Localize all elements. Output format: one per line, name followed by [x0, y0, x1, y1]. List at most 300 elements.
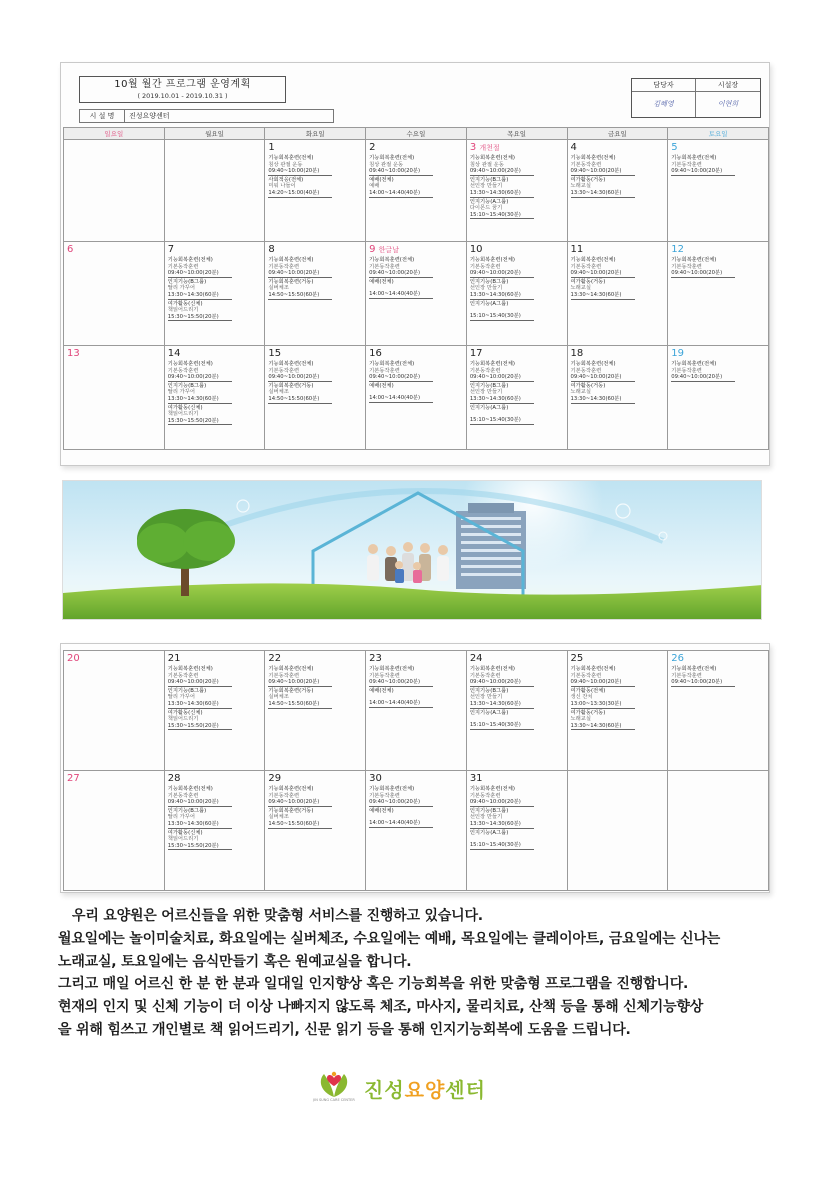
program-detail: 기본동작훈련: [570, 672, 602, 679]
weekday-fri: 금요일: [567, 128, 668, 140]
program-detail: 다이몬드 꿈기: [469, 205, 503, 212]
calendar-day-cell: [164, 140, 265, 242]
program-entry: [671, 361, 768, 382]
program-title: 예배(전체): [369, 278, 394, 285]
day-number: [671, 142, 768, 154]
day-number-value: 31: [469, 773, 483, 784]
program-time: 09:40~10:00(20분): [571, 679, 635, 687]
program-time: 14:50~15:50(60분): [268, 821, 332, 829]
program-entry: [571, 155, 668, 176]
program-time: 15:30~15:50(20분): [168, 723, 232, 731]
program-entry: [369, 279, 466, 299]
day-number: [571, 142, 668, 154]
notice-line-6: 을 위해 힘쓰고 개인별로 책 읽어드리기, 신문 읽기 등을 통해 인지기능회복에 도움을 드립니다.: [58, 1021, 631, 1038]
program-entry: [369, 361, 466, 382]
program-title: 여가활동(신체): [167, 404, 203, 411]
calendar-day-cell: [567, 651, 668, 771]
program-entry: [470, 808, 567, 829]
program-detail: 기본동작훈련: [268, 672, 300, 679]
program-entry: [470, 199, 567, 220]
program-time: 09:40~10:00(20분): [671, 270, 735, 278]
program-detail: 기본동작훈련: [369, 792, 400, 799]
program-title: 기능회복훈련(전체): [570, 666, 616, 672]
day-number: [470, 142, 567, 154]
program-entry: [470, 710, 567, 730]
day-number: [268, 653, 365, 665]
program-entry: [268, 786, 365, 807]
day-number: [470, 773, 567, 785]
calendar-day-cell: [64, 242, 165, 346]
logo-name: [364, 1074, 486, 1103]
program-detail: 침상 관절 운동: [369, 161, 404, 168]
director-signature: 이현희: [717, 100, 739, 108]
program-title: 기능회복훈련(전체): [369, 786, 415, 792]
day-number-value: 8: [268, 244, 275, 255]
program-entry: [168, 279, 265, 300]
day-number-value: 27: [67, 773, 80, 784]
program-time: 13:30~14:30(60분): [571, 292, 635, 300]
day-number-value: 18: [570, 348, 584, 359]
program-time: 09:40~10:00(20분): [268, 270, 332, 278]
program-detail: 기본동작훈련: [369, 672, 400, 679]
program-title: 인지기능(A그룹): [469, 709, 509, 716]
program-detail: 노래교실: [570, 716, 591, 723]
program-time: 09:40~10:00(20분): [671, 374, 735, 382]
calendar-day-cell: [64, 140, 165, 242]
weekday-sat: 토요일: [668, 128, 769, 140]
program-detail: 기본동작훈련: [167, 367, 199, 374]
day-number-value: 4: [570, 142, 577, 153]
calendar-day-cell: [164, 242, 265, 346]
day-number: [571, 244, 668, 256]
program-time: 13:30~14:30(60분): [470, 190, 534, 198]
program-entry: [369, 808, 466, 828]
day-number-value: 21: [167, 653, 181, 664]
program-time: 14:00~14:40(40분): [369, 820, 433, 828]
program-title: 여가활동(거동): [570, 709, 606, 716]
program-entry: [369, 786, 466, 807]
calendar-day-cell: [164, 346, 265, 450]
program-detail: 기본동작훈련: [570, 161, 602, 168]
day-number-value: 10: [469, 244, 483, 255]
day-number: [67, 244, 164, 256]
logo-subtitle: JIN SUNG CARE CENTER: [313, 1098, 355, 1102]
program-title: 인지기능(B그룹): [167, 807, 207, 814]
program-title: 기능회복훈련(거동): [268, 807, 314, 814]
program-detail: 기본동작훈련: [268, 263, 300, 270]
calendar-day-cell: [668, 140, 769, 242]
program-detail: 실버체조: [268, 814, 289, 821]
plan-title: 10월 월간 프로그램 운영계획: [114, 79, 251, 90]
calendar-sheet-bottom: [60, 643, 770, 893]
calendar-week-row: [64, 771, 769, 891]
program-detail: 기본동작훈련: [469, 367, 501, 374]
program-title: 기능회복훈련(전체): [469, 257, 515, 263]
calendar-day-cell: [64, 771, 165, 891]
program-title: 기능회복훈련(전체): [469, 155, 515, 161]
program-title: 기능회복훈련(전체): [469, 666, 515, 672]
program-title: 인지기능(A그룹): [469, 300, 509, 307]
program-time: 09:40~10:00(20분): [571, 168, 635, 176]
day-number-value: 19: [671, 348, 684, 359]
program-entry: [168, 710, 265, 731]
program-time: 14:00~14:40(40분): [369, 395, 433, 403]
day-number: [67, 348, 164, 360]
day-number: [671, 348, 768, 360]
day-number: [369, 244, 466, 256]
day-number-value: 20: [67, 653, 80, 664]
program-title: 기능회복훈련(전체): [671, 666, 717, 672]
calendar-day-cell: [366, 140, 467, 242]
program-time: 15:30~15:50(20분): [168, 314, 232, 322]
program-entry: [470, 177, 567, 198]
program-title: 기능회복훈련(전체): [167, 257, 213, 263]
program-entry: [571, 257, 668, 278]
program-detail: 딸리 가꾸어: [167, 814, 195, 821]
program-time: 09:40~10:00(20분): [470, 679, 534, 687]
program-detail: 노래교실: [570, 285, 591, 292]
calendar-day-cell: [265, 346, 366, 450]
calendar-day-cell: [668, 242, 769, 346]
day-number-value: 25: [570, 653, 584, 664]
program-time: 09:40~10:00(20분): [369, 679, 433, 687]
program-entry: [671, 155, 768, 176]
program-time: 09:40~10:00(20분): [369, 168, 433, 176]
logo-mark-icon: [312, 1070, 356, 1100]
program-time: 09:40~10:00(20분): [571, 374, 635, 382]
program-title: 기능회복훈련(전체): [671, 361, 717, 367]
program-title: 기능회복훈련(전체): [369, 361, 415, 367]
family-banner-image: [62, 480, 762, 620]
program-time: 09:40~10:00(20분): [268, 374, 332, 382]
program-title: 기능회복훈련(전체): [671, 155, 717, 161]
program-entry: [369, 383, 466, 403]
calendar-day-cell: [466, 346, 567, 450]
day-number-value: 11: [570, 244, 584, 255]
program-title: 기능회복훈련(전체): [167, 666, 213, 672]
program-time: 13:30~14:30(60분): [168, 701, 232, 709]
program-time: 15:10~15:40(30분): [470, 722, 534, 730]
calendar-day-cell: [164, 651, 265, 771]
program-detail: 노래교실: [570, 183, 591, 190]
day-number-value: 22: [268, 653, 282, 664]
program-description: [58, 905, 778, 1042]
day-number-value: 28: [167, 773, 181, 784]
program-title: 인지기능(A그룹): [469, 404, 509, 411]
program-entry: [168, 830, 265, 851]
program-title: 기능회복훈련(전체): [167, 786, 213, 792]
program-time: 09:40~10:00(20분): [369, 799, 433, 807]
weekday-header-row: [64, 128, 769, 140]
day-number-value: 5: [671, 142, 678, 153]
approval-box: [631, 78, 761, 118]
program-title: 여가활동(거동): [570, 382, 606, 389]
program-entry: [168, 383, 265, 404]
program-time: 15:10~15:40(30분): [470, 842, 534, 850]
program-entry: [571, 688, 668, 709]
program-entry: [268, 808, 365, 829]
program-entry: [470, 301, 567, 321]
program-title: 인지기능(A그룹): [469, 829, 509, 836]
holiday-label: 개천절: [479, 144, 500, 152]
program-detail: 기본동작훈련: [167, 792, 199, 799]
plan-period: ( 2019.10.01 - 2019.10.31 ): [137, 92, 228, 100]
program-entry: [571, 279, 668, 300]
program-title: 여가활동(거동): [570, 176, 606, 183]
program-time: 14:50~15:50(60분): [268, 701, 332, 709]
program-entry: [268, 177, 365, 198]
program-entry: [470, 155, 567, 176]
day-number: [268, 244, 365, 256]
program-time: 14:50~15:50(60분): [268, 292, 332, 300]
program-time: 09:40~10:00(20분): [571, 270, 635, 278]
program-entry: [268, 361, 365, 382]
calendar-day-cell: [567, 771, 668, 891]
weekday-sun: 일요일: [64, 128, 165, 140]
calendar-week-row: [64, 140, 769, 242]
facility-name: 진성요양센터: [129, 112, 170, 120]
program-title: 인지기능(A그룹): [469, 198, 509, 205]
day-number-value: 16: [369, 348, 382, 359]
holiday-label: 한글날: [378, 246, 399, 254]
program-detail: 기본동작훈련: [469, 672, 501, 679]
program-entry: [369, 688, 466, 708]
program-title: 기능회복훈련(전체): [469, 786, 515, 792]
logo-name-part-3: 센터: [445, 1078, 486, 1102]
day-number: [168, 244, 265, 256]
calendar-day-cell: [567, 346, 668, 450]
program-title: 인지기능(B그룹): [469, 176, 509, 183]
calendar-day-cell: [265, 140, 366, 242]
program-time: 13:30~14:30(60분): [571, 723, 635, 731]
program-entry: [470, 257, 567, 278]
program-detail: 침상 관절 운동: [268, 161, 303, 168]
day-number: [571, 653, 668, 665]
program-entry: [268, 383, 365, 404]
program-detail: 선인장 만들기: [469, 694, 503, 701]
program-time: 09:40~10:00(20분): [470, 374, 534, 382]
program-entry: [470, 383, 567, 404]
program-title: 여가활동(신체): [167, 829, 203, 836]
approval-col-staff: 담당자: [632, 79, 696, 92]
program-detail: 책읽어드리기: [167, 836, 199, 843]
program-time: 09:40~10:00(20분): [369, 270, 433, 278]
program-title: 기능회복훈련(전체): [469, 361, 515, 367]
program-time: 09:40~10:00(20분): [168, 799, 232, 807]
program-title: 기능회복훈련(전체): [268, 361, 314, 367]
facility-label: 시 설 명: [80, 110, 125, 122]
program-entry: [369, 257, 466, 278]
program-entry: [571, 383, 668, 404]
program-detail: 딸리 가꾸어: [167, 285, 195, 292]
program-time: 14:50~15:50(60분): [268, 396, 332, 404]
calendar-day-cell: [466, 242, 567, 346]
program-detail: 실버체조: [268, 694, 289, 701]
program-time: 14:00~14:40(40분): [369, 190, 433, 198]
day-number-value: 9: [369, 244, 376, 255]
calendar-day-cell: [366, 651, 467, 771]
program-detail: 노래교실: [570, 389, 591, 396]
program-time: 09:40~10:00(20분): [470, 168, 534, 176]
day-number: [470, 244, 567, 256]
day-number: [470, 348, 567, 360]
notice-line-5: 현재의 인지 및 신체 기능이 더 이상 나빠지지 않도록 체조, 마사지, 물리치료, 산책 등을 통해 신체기능향상: [58, 999, 704, 1016]
program-title: 기능회복훈련(전체): [570, 361, 616, 367]
program-entry: [571, 177, 668, 198]
program-entry: [571, 361, 668, 382]
program-entry: [168, 301, 265, 322]
day-number: [369, 773, 466, 785]
program-time: 14:00~14:40(40분): [369, 700, 433, 708]
program-time: 15:30~15:50(20분): [168, 843, 232, 851]
program-detail: 책읽어드리기: [167, 307, 199, 314]
program-detail: 기본동작훈련: [671, 263, 702, 270]
program-time: 15:10~15:40(30분): [470, 212, 534, 220]
program-title: 기능회복훈련(거동): [268, 687, 314, 694]
program-entry: [268, 279, 365, 300]
calendar-day-cell: [668, 771, 769, 891]
day-number: [369, 653, 466, 665]
program-time: 13:30~14:30(60분): [470, 821, 534, 829]
program-title: 예배(전체): [369, 176, 394, 183]
logo-name-part-1: 진성: [364, 1078, 405, 1102]
program-entry: [268, 688, 365, 709]
program-title: 인지기능(B그룹): [167, 382, 207, 389]
calendar-day-cell: [366, 771, 467, 891]
program-time: 15:10~15:40(30분): [470, 313, 534, 321]
program-entry: [268, 666, 365, 687]
calendar-day-cell: [265, 651, 366, 771]
day-number: [67, 773, 164, 785]
program-title: 인지기능(B그룹): [469, 807, 509, 814]
program-time: 09:40~10:00(20분): [369, 374, 433, 382]
day-number: [268, 348, 365, 360]
program-time: 13:00~13:30(30분): [571, 701, 635, 709]
program-title: 여가활동(거동): [570, 278, 606, 285]
day-number: [67, 653, 164, 665]
program-detail: 기본동작훈련: [671, 367, 702, 374]
program-entry: [470, 688, 567, 709]
calendar-day-cell: [668, 346, 769, 450]
program-detail: 기본동작훈련: [671, 672, 702, 679]
program-detail: 기본동작훈련: [369, 367, 400, 374]
program-title: 인지기능(B그룹): [469, 278, 509, 285]
day-number: [168, 348, 265, 360]
calendar-day-cell: [567, 242, 668, 346]
program-title: 인지기능(B그룹): [167, 278, 207, 285]
calendar-day-cell: [366, 242, 467, 346]
program-entry: [369, 177, 466, 198]
day-number: [369, 348, 466, 360]
calendar-day-cell: [466, 651, 567, 771]
logo-name-part-2: 요양: [404, 1078, 446, 1102]
program-detail: 실버체조: [268, 285, 289, 292]
program-time: 13:30~14:30(60분): [470, 701, 534, 709]
program-time: 09:40~10:00(20분): [268, 799, 332, 807]
program-entry: [470, 786, 567, 807]
day-number-value: 24: [469, 653, 483, 664]
notice-line-4: 그리고 매일 어르신 한 분 한 분과 일대일 인지향상 혹은 기능회복을 위한 맞춤형 프로그램을 진행합니다.: [58, 976, 689, 993]
calendar-week-row: [64, 242, 769, 346]
program-entry: [168, 688, 265, 709]
program-detail: 기본동작훈련: [469, 792, 501, 799]
facility-row: [79, 109, 334, 123]
program-time: 09:40~10:00(20분): [168, 679, 232, 687]
program-detail: 선인장 만들기: [469, 285, 503, 292]
program-detail: 기본동작훈련: [570, 263, 602, 270]
program-title: 기능회복훈련(전체): [369, 155, 415, 161]
program-time: 09:40~10:00(20분): [671, 168, 735, 176]
calendar-day-cell: [366, 346, 467, 450]
program-time: 13:30~14:30(60분): [571, 396, 635, 404]
program-time: 13:30~14:30(60분): [571, 190, 635, 198]
program-title: 기능회복훈련(전체): [268, 155, 314, 161]
calendar-day-cell: [466, 771, 567, 891]
day-number-value: 15: [268, 348, 282, 359]
calendar-day-cell: [668, 651, 769, 771]
program-entry: [168, 808, 265, 829]
program-detail: 기본동작훈련: [369, 263, 400, 270]
program-detail: 기본동작훈련: [268, 792, 300, 799]
program-entry: [671, 257, 768, 278]
program-entry: [268, 257, 365, 278]
program-entry: [671, 666, 768, 687]
program-detail: 딸리 가꾸어: [167, 694, 195, 701]
plan-title-box: [79, 76, 286, 103]
program-time: 09:40~10:00(20분): [268, 679, 332, 687]
program-detail: 생신 잔치: [570, 694, 593, 701]
calendar-day-cell: [466, 140, 567, 242]
program-time: 13:30~14:30(60분): [168, 396, 232, 404]
program-detail: 선인장 만들기: [469, 389, 503, 396]
day-number-value: 3: [469, 142, 477, 153]
program-detail: 미워 나들이: [268, 183, 296, 190]
program-title: 기능회복훈련(거동): [268, 278, 314, 285]
program-title: 여가활동(전체): [570, 687, 606, 694]
program-title: 사회적응(전체): [268, 176, 304, 183]
program-title: 기능회복훈련(전체): [369, 666, 415, 672]
day-number: [369, 142, 466, 154]
approval-col-director: 시설장: [696, 79, 760, 92]
program-title: 기능회복훈련(전체): [570, 155, 616, 161]
day-number: [268, 142, 365, 154]
program-detail: 책읽어드리기: [167, 716, 199, 723]
calendar-day-cell: [265, 771, 366, 891]
program-entry: [268, 155, 365, 176]
program-detail: 책읽어드리기: [167, 411, 199, 418]
program-title: 여가활동(신체): [167, 300, 203, 307]
day-number-value: 13: [67, 348, 80, 359]
calendar-day-cell: [64, 651, 165, 771]
program-title: 여가활동(신체): [167, 709, 203, 716]
day-number-value: 26: [671, 653, 684, 664]
day-number-value: 14: [167, 348, 181, 359]
program-entry: [168, 786, 265, 807]
program-title: 기능회복훈련(전체): [268, 786, 314, 792]
program-title: 기능회복훈련(전체): [167, 361, 213, 367]
day-number-value: 12: [671, 244, 684, 255]
program-detail: 기본동작훈련: [469, 263, 501, 270]
weekday-tue: 화요일: [265, 128, 366, 140]
program-time: 09:40~10:00(20분): [470, 270, 534, 278]
day-number-value: 2: [369, 142, 376, 153]
calendar-week-row: [64, 346, 769, 450]
program-entry: [168, 405, 265, 426]
program-entry: [168, 257, 265, 278]
program-entry: [369, 666, 466, 687]
day-number: [168, 653, 265, 665]
center-logo: [312, 1068, 512, 1108]
